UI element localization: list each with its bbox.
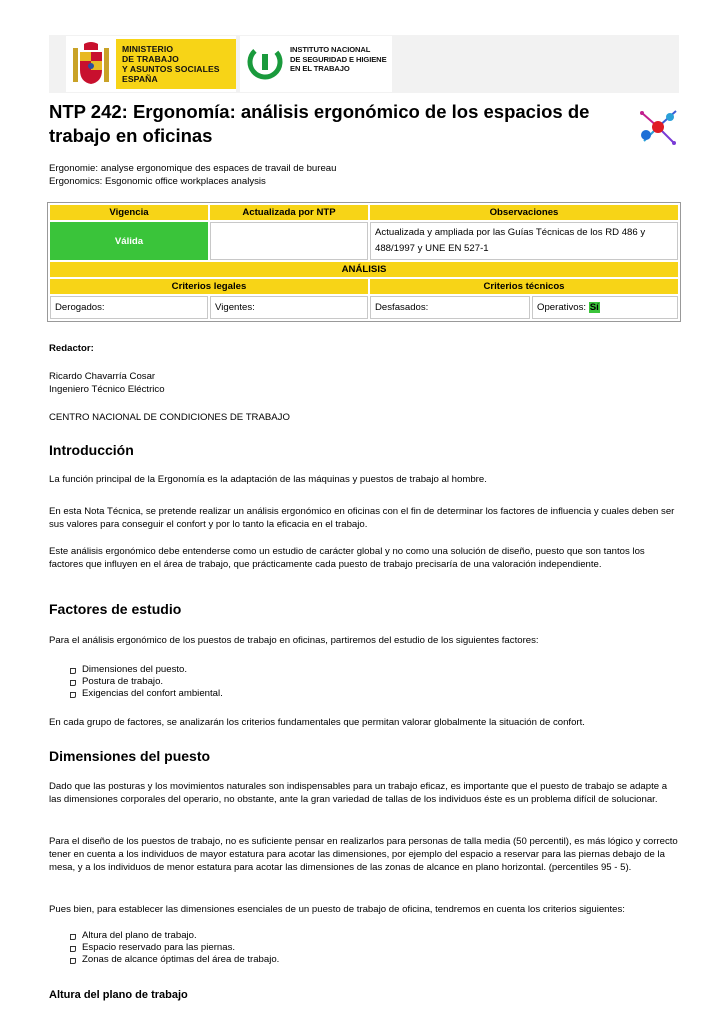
list-item bbox=[68, 954, 279, 966]
redactor-role: Ingeniero Técnico Eléctrico bbox=[49, 384, 165, 395]
insht-logo bbox=[240, 36, 392, 92]
insht-line-2: DE SEGURIDAD E HIGIENE bbox=[290, 54, 387, 64]
redactor-label: Redactor: bbox=[49, 343, 94, 354]
list-item bbox=[68, 942, 279, 954]
coat-of-arms-icon bbox=[70, 42, 112, 88]
ministerio-name bbox=[122, 44, 220, 84]
operativos-cell bbox=[532, 296, 678, 319]
factores-paragraph-1: Para el análisis ergonómico de los puestos de trabajo en oficinas, partiremos del estudio de los siguientes factores: bbox=[49, 635, 539, 646]
list-item-text: Espacio reservado para las piernas. bbox=[82, 942, 236, 953]
ministerio-line-2: DE TRABAJO bbox=[122, 54, 179, 64]
page-title: NTP 242: Ergonomía: análisis ergonómico de los espacios de trabajo en oficinas bbox=[49, 101, 590, 146]
operativos-value: Sí bbox=[589, 302, 599, 313]
derogados-label: Derogados: bbox=[55, 302, 105, 313]
list-item bbox=[68, 676, 223, 688]
factores-list bbox=[68, 664, 223, 700]
actualizada-header: Actualizada por NTP bbox=[210, 205, 368, 220]
ministerio-line-1: MINISTERIO bbox=[122, 44, 174, 54]
redactor-name: Ricardo Chavarría Cosar bbox=[49, 371, 156, 382]
dimensiones-paragraph-2: Para el diseño de los puestos de trabajo, no es suficiente pensar en realizarlos para personas de talla media (50 percentil), es más lógico y correcto tener en cuenta a los individuos de mayor estatura para acotar las dimensiones, por ejemplo del espacio a reservar para las piernas debajo de la mesa, y a los individuos de menor estatura para acotar las dimensiones de las zonas de alcance en plano horizontal. (percentiles 95 - 5). bbox=[49, 836, 678, 873]
vigencia-header: Vigencia bbox=[50, 205, 208, 220]
subtitle-french: Ergonomie: analyse ergonomique des espaces de travail de bureau bbox=[49, 163, 337, 174]
insht-line-3: EN EL TRABAJO bbox=[290, 64, 350, 73]
bullet-icon bbox=[70, 692, 76, 698]
ministerio-line-3: Y ASUNTOS SOCIALES bbox=[122, 64, 220, 74]
desfasados-label: Desfasados: bbox=[375, 302, 429, 313]
list-item-text: Altura del plano de trabajo. bbox=[82, 930, 197, 941]
observaciones-header: Observaciones bbox=[370, 205, 678, 220]
insht-line-1: INSTITUTO NACIONAL bbox=[290, 45, 371, 54]
dimensiones-paragraph-1: Dado que las posturas y los movimientos naturales son indispensables para un trabajo eficaz, es importante que el puesto de trabajo se adapte a las dimensiones corporales del operario, no obstante, ante la gran variedad de tallas de los individuos éste es un problema difícil de solucionar. bbox=[49, 781, 668, 805]
list-item bbox=[68, 664, 223, 676]
intro-paragraph-1: La función principal de la Ergonomía es la adaptación de las máquinas y puestos de trabajo al hombre. bbox=[49, 474, 487, 485]
operativos-label: Operativos: bbox=[537, 302, 587, 313]
vigencia-value: Válida bbox=[50, 222, 208, 260]
vigentes-label: Vigentes: bbox=[215, 302, 255, 313]
criterios-tecnicos-header: Criterios técnicos bbox=[370, 279, 678, 294]
heading-introduccion: Introducción bbox=[49, 442, 134, 458]
list-item-text: Dimensiones del puesto. bbox=[82, 664, 188, 675]
observaciones-value: Actualizada y ampliada por las Guías Técnicas de los RD 486 y 488/1997 y UNE EN 527-1 bbox=[370, 222, 678, 260]
intro-paragraph-3: Este análisis ergonómico debe entenderse como un estudio de carácter global y no como una solución de diseño, puesto que son tantos los factores que influyen en el área de trabajo, que prácticamente cada puesto de trabajo precisaría de una valoración independiente. bbox=[49, 546, 645, 570]
list-item-text: Exigencias del confort ambiental. bbox=[82, 688, 223, 699]
vigentes-cell bbox=[210, 296, 368, 319]
meta-table bbox=[47, 202, 681, 322]
list-item-text: Zonas de alcance óptimas del área de trabajo. bbox=[82, 954, 280, 965]
bullet-icon bbox=[70, 680, 76, 686]
bullet-icon bbox=[70, 934, 76, 940]
bullet-icon bbox=[70, 946, 76, 952]
dimensiones-list bbox=[68, 930, 279, 966]
intro-paragraph-2: En esta Nota Técnica, se pretende realizar un análisis ergonómico en oficinas con el fin de determinar los factores de influencia y cuales deben ser sus valores para conseguir el confort y por lo tanto la eficacia en el trabajo. bbox=[49, 506, 675, 530]
heading-factores: Factores de estudio bbox=[49, 601, 182, 617]
derogados-cell bbox=[50, 296, 208, 319]
ministerio-logo bbox=[66, 36, 236, 92]
list-item bbox=[68, 930, 279, 942]
heading-altura: Altura del plano de trabajo bbox=[49, 989, 188, 1001]
subtitle-english: Ergonomics: Esgonomic office workplaces analysis bbox=[49, 176, 266, 187]
factores-paragraph-2: En cada grupo de factores, se analizarán los criterios fundamentales que permitan valorar globalmente la situación de confort. bbox=[49, 717, 585, 728]
list-item-text: Postura de trabajo. bbox=[82, 676, 164, 687]
bullet-icon bbox=[70, 668, 76, 674]
actualizada-value bbox=[210, 222, 368, 260]
desfasados-cell bbox=[370, 296, 530, 319]
insht-emblem-icon bbox=[247, 44, 283, 80]
molecule-icon bbox=[634, 105, 682, 149]
redactor-center: CENTRO NACIONAL DE CONDICIONES DE TRABAJO bbox=[49, 412, 290, 423]
bullet-icon bbox=[70, 958, 76, 964]
analisis-header: ANÁLISIS bbox=[50, 262, 678, 277]
list-item bbox=[68, 688, 223, 700]
ministerio-line-4: ESPAÑA bbox=[122, 74, 158, 84]
criterios-legales-header: Criterios legales bbox=[50, 279, 368, 294]
heading-dimensiones: Dimensiones del puesto bbox=[49, 748, 211, 764]
dimensiones-paragraph-3: Pues bien, para establecer las dimensiones esenciales de un puesto de trabajo de oficina, tendremos en cuenta los criterios siguientes: bbox=[49, 904, 625, 915]
insht-name bbox=[290, 45, 387, 74]
ministerio-name-box bbox=[116, 39, 236, 89]
